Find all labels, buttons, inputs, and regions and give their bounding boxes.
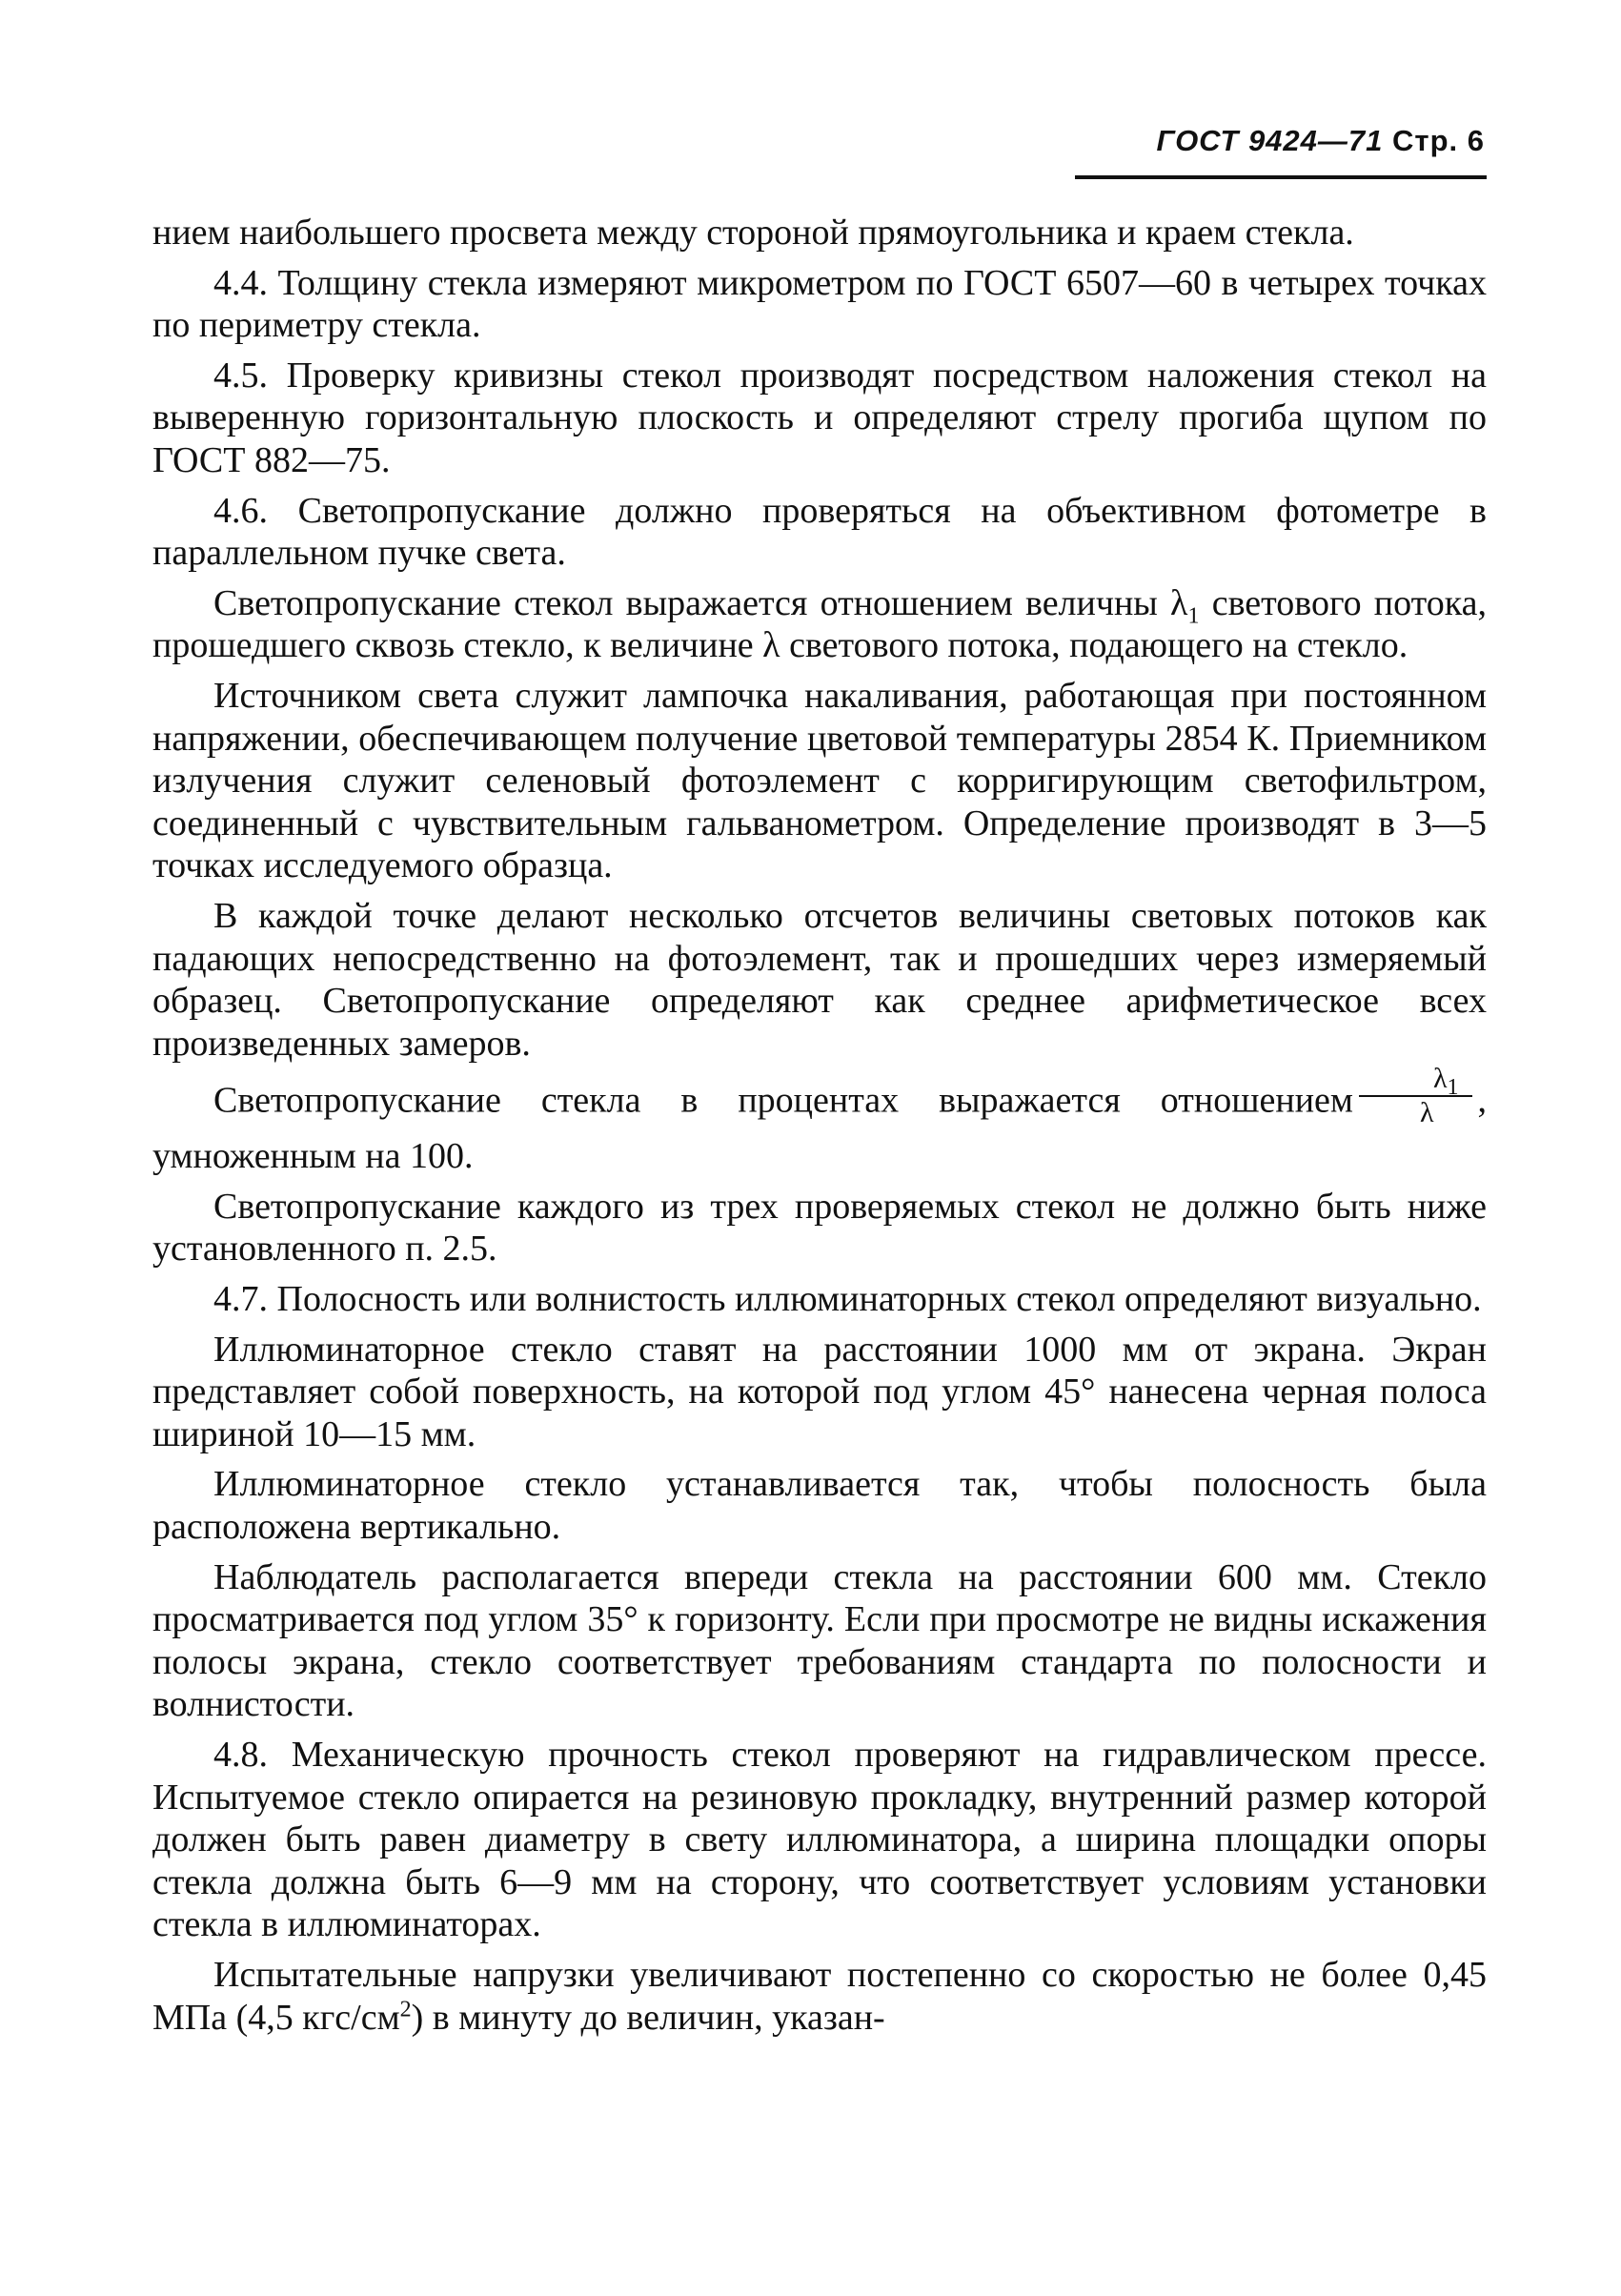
page-header bbox=[1075, 124, 1485, 158]
text-fragment: Светопропускание стекол выражается отношением величны λ bbox=[213, 582, 1188, 623]
paragraph-test-loads bbox=[152, 1954, 1487, 2039]
paragraph-screen-distance: Иллюминаторное стекло ставят на расстоянии 1000 мм от экрана. Экран представляет собой поверхность, на которой под углом 45° нанесена черная полоса шириной 10—15 мм. bbox=[152, 1329, 1487, 1454]
paragraph-percent-formula bbox=[152, 1063, 1487, 1178]
paragraph-light-source: Источником света служит лампочка накаливания, работающая при постоянном напряжении, обеспечивающем получение цветовой температуры 2854 К. Приемником излучения служит селеновый фотоэлемент с корригирующим светофильтром, соединенный с чувствительным гальванометром. Определение производят в 3—5 точках исследуемого образца. bbox=[152, 675, 1487, 886]
text-fragment: светового потока, прошедшего сквозь стекло, к величине λ светового потока, подающего на стекло. bbox=[152, 582, 1487, 666]
fraction-numerator: $\lambda_1$ bbox=[1359, 1065, 1472, 1097]
fraction-formula bbox=[1359, 1065, 1472, 1128]
paragraph-4-5-curvature: 4.5. Проверку кривизны стекол производят посредством наложения стекол на выверенную горизонтальную плоскость и определяют стрелу прогиба щупом по ГОСТ 882—75. bbox=[152, 355, 1487, 480]
paragraph-observer: Наблюдатель располагается впереди стекла на расстоянии 600 мм. Стекло просматривается под углом 35° к горизонту. Если при просмотре не видны искажения полосы экрана, стекло соответствует требованиям стандарта по полосности и волнистости. bbox=[152, 1556, 1487, 1725]
page-number: Стр. 6 bbox=[1392, 124, 1485, 157]
fraction-denominator: λ bbox=[1419, 1097, 1434, 1129]
superscript: 2 bbox=[399, 1996, 412, 2022]
paragraph-continuation: нием наибольшего просвета между стороной прямоугольника и краем стекла. bbox=[152, 213, 1354, 253]
paragraph-glass-orientation: Иллюминаторное стекло устанавливается так, чтобы полосность была расположена вертикально. bbox=[152, 1464, 1487, 1548]
paragraph-transmission-ratio bbox=[152, 582, 1487, 667]
header-rule bbox=[1075, 175, 1487, 179]
paragraph-4-7-waviness: 4.7. Полосность или волнистость иллюминаторных стекол определяют визуально. bbox=[213, 1279, 1482, 1320]
text-fragment: Испытательные напрузки увеличивают постепенно со скоростью не более 0,45 МПа (4,5 кгс/см bbox=[152, 1954, 1487, 2038]
paragraph-4-8-strength: 4.8. Механическую прочность стекол проверяют на гидравлическом прессе. Испытуемое стекло опирается на резиновую прокладку, внутренний размер которой должен быть равен диаметру в свету иллюминатора, а ширина площадки опоры стекла должна быть 6—9 мм на сторону, что соответствует условиям установки стекла в иллюминаторах. bbox=[152, 1735, 1487, 1945]
standard-number: ГОСТ 9424—71 bbox=[1156, 124, 1384, 157]
paragraph-measurement-points: В каждой точке делают несколько отсчетов величины световых потоков как падающих непосредственно на фотоэлемент, так и прошедших через измеряемый образец. Светопропускание определяют как среднее арифметическое всех произведенных замеров. bbox=[152, 895, 1487, 1064]
text-fragment: ) в минуту до величин, указан- bbox=[411, 1997, 885, 2038]
paragraph-4-4-thickness: 4.4. Толщину стекла измеряют микрометром по ГОСТ 6507—60 в четырех точках по периметру стекла. bbox=[152, 262, 1487, 346]
text-fragment: , умноженным на 100. bbox=[152, 1081, 1487, 1177]
subscript: 1 bbox=[1187, 603, 1200, 629]
document-body bbox=[152, 212, 1487, 2046]
text-fragment: Светопропускание стекла в процентах выражается отношением bbox=[213, 1081, 1353, 1121]
paragraph-4-6-light-transmission: 4.6. Светопропускание должно проверяться на объективном фотометре в параллельном пучке света. bbox=[152, 490, 1487, 574]
paragraph-three-glasses: Светопропускание каждого из трех проверяемых стекол не должно быть ниже установленного п. 2.5. bbox=[152, 1186, 1487, 1270]
